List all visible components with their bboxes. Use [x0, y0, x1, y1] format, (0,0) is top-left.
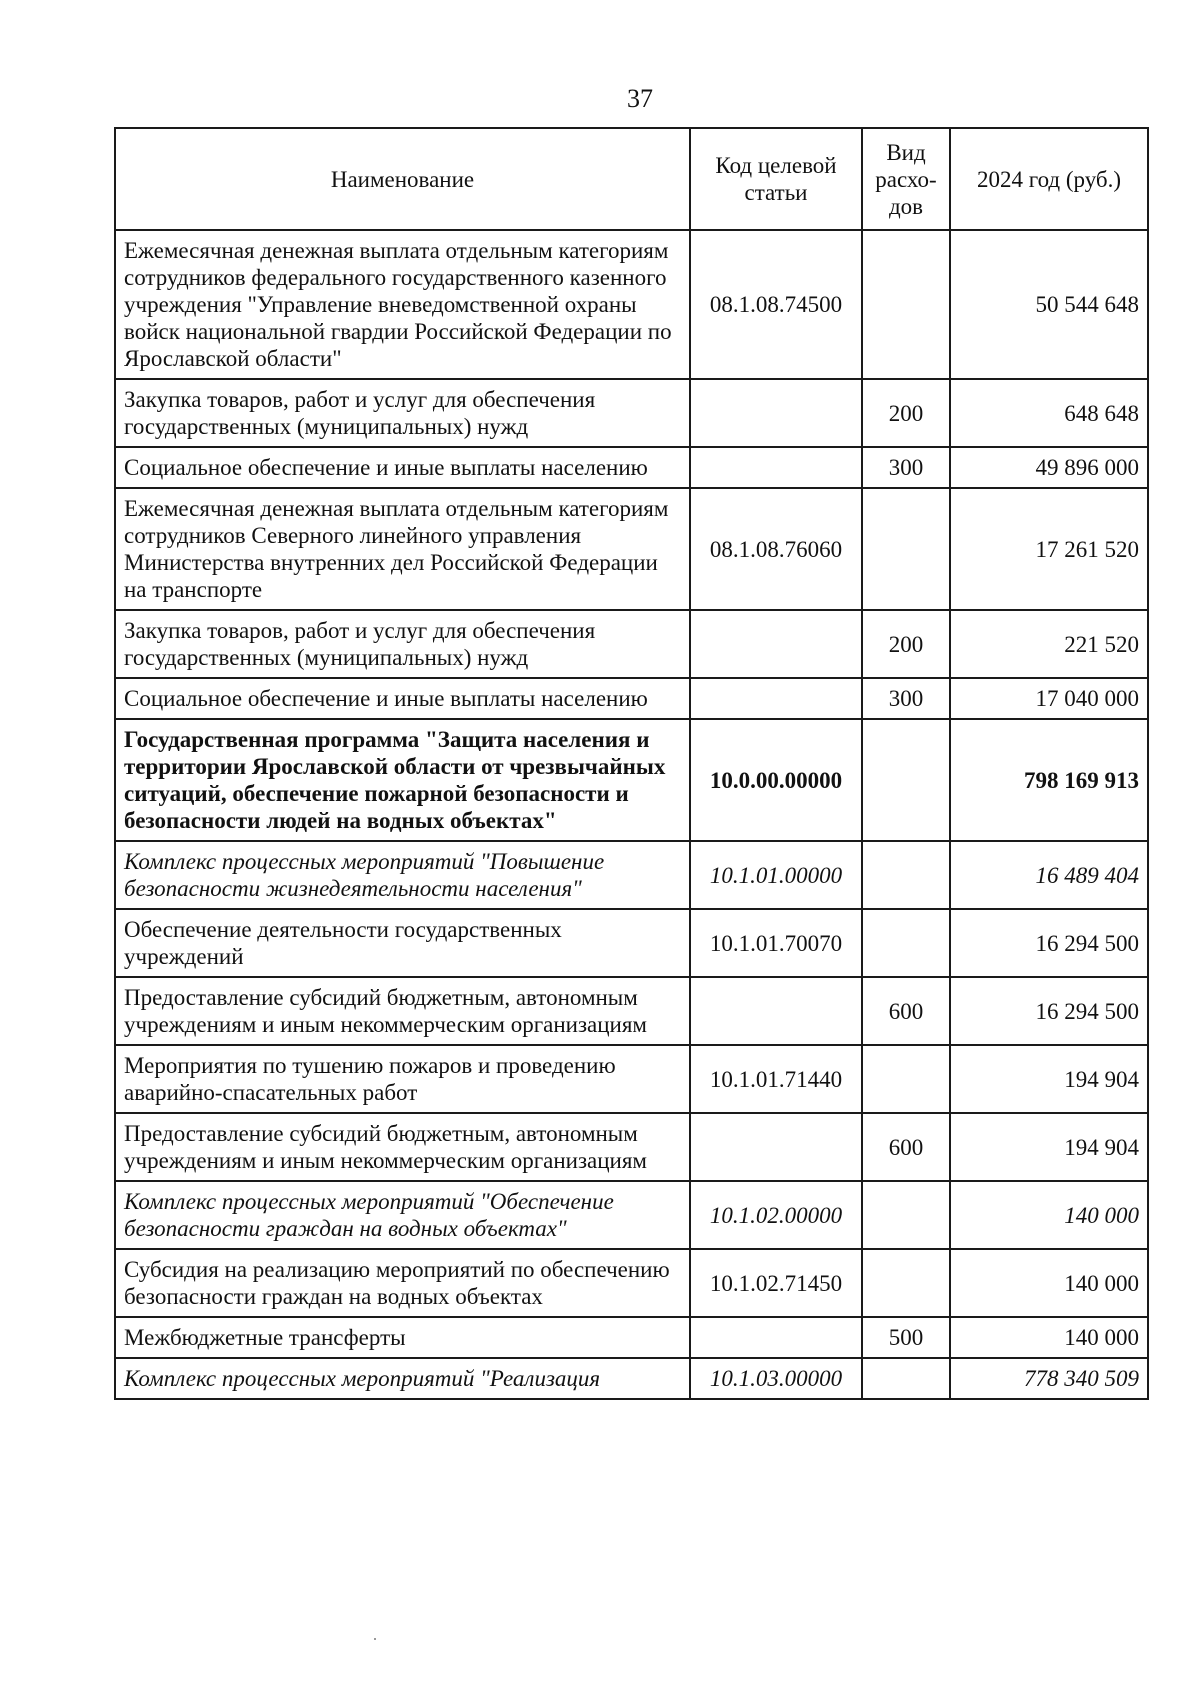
row-code-cell: [690, 1113, 862, 1181]
table-row: [115, 719, 1148, 841]
row-sum-cell: 140 000: [950, 1181, 1148, 1249]
table-row: [115, 447, 1148, 488]
row-vid-cell: [862, 1045, 950, 1113]
row-vid-cell: [862, 1181, 950, 1249]
row-vid-cell: [862, 841, 950, 909]
row-vid-cell: 300: [862, 447, 950, 488]
table-row: [115, 230, 1148, 379]
table-row: [115, 379, 1148, 447]
table-row: [115, 1181, 1148, 1249]
table-row: [115, 610, 1148, 678]
row-name-cell: Комплекс процессных мероприятий "Повышение безопасности жизнедеятельности населения": [115, 841, 690, 909]
row-name-cell: Ежемесячная денежная выплата отдельным категориям сотрудников Северного линейного управления Министерства внутренних дел Российской Федерации на транспорте: [115, 488, 690, 610]
row-name-cell: Комплекс процессных мероприятий "Обеспечение безопасности граждан на водных объектах": [115, 1181, 690, 1249]
row-vid-cell: 200: [862, 379, 950, 447]
row-code-cell: 10.1.01.70070: [690, 909, 862, 977]
row-sum-cell: 648 648: [950, 379, 1148, 447]
row-code-cell: 10.0.00.00000: [690, 719, 862, 841]
header-code: Код целевой статьи: [690, 128, 862, 230]
row-name-cell: Предоставление субсидий бюджетным, автономным учреждениям и иным некоммерческим организациям: [115, 977, 690, 1045]
row-code-cell: 10.1.03.00000: [690, 1358, 862, 1399]
row-sum-cell: 140 000: [950, 1249, 1148, 1317]
row-code-cell: 10.1.02.00000: [690, 1181, 862, 1249]
scan-speck: [374, 1638, 376, 1640]
header-vid: Вид расхо-дов: [862, 128, 950, 230]
row-sum-cell: 221 520: [950, 610, 1148, 678]
table-row: [115, 1249, 1148, 1317]
row-name-cell: Социальное обеспечение и иные выплаты населению: [115, 678, 690, 719]
row-name-cell: Закупка товаров, работ и услуг для обеспечения государственных (муниципальных) нужд: [115, 610, 690, 678]
row-sum-cell: 50 544 648: [950, 230, 1148, 379]
row-sum-cell: 194 904: [950, 1113, 1148, 1181]
row-sum-cell: 17 040 000: [950, 678, 1148, 719]
row-vid-cell: 300: [862, 678, 950, 719]
row-sum-cell: 17 261 520: [950, 488, 1148, 610]
row-sum-cell: 49 896 000: [950, 447, 1148, 488]
row-code-cell: [690, 678, 862, 719]
row-vid-cell: 500: [862, 1317, 950, 1358]
row-name-cell: Межбюджетные трансферты: [115, 1317, 690, 1358]
budget-table: [114, 127, 1149, 1400]
row-name-cell: Ежемесячная денежная выплата отдельным категориям сотрудников федерального государственного казенного учреждения "Управление вневедомственной охраны войск национальной гвардии Российской Федерации по Ярославской области": [115, 230, 690, 379]
table-row: [115, 909, 1148, 977]
header-sum: 2024 год (руб.): [950, 128, 1148, 230]
row-name-cell: Обеспечение деятельности государственных учреждений: [115, 909, 690, 977]
row-name-cell: Государственная программа "Защита населения и территории Ярославской области от чрезвычайных ситуаций, обеспечение пожарной безопасности и безопасности людей на водных объектах": [115, 719, 690, 841]
table-row: [115, 678, 1148, 719]
table-row: [115, 488, 1148, 610]
row-name-cell: Предоставление субсидий бюджетным, автономным учреждениям и иным некоммерческим организациям: [115, 1113, 690, 1181]
row-vid-cell: 600: [862, 977, 950, 1045]
row-code-cell: 08.1.08.76060: [690, 488, 862, 610]
row-sum-cell: 140 000: [950, 1317, 1148, 1358]
row-sum-cell: 16 294 500: [950, 909, 1148, 977]
row-name-cell: Закупка товаров, работ и услуг для обеспечения государственных (муниципальных) нужд: [115, 379, 690, 447]
table-row: [115, 1317, 1148, 1358]
page-number: 37: [627, 84, 653, 113]
header-row: [115, 128, 1148, 230]
row-vid-cell: [862, 230, 950, 379]
row-name-cell: Комплекс процессных мероприятий "Реализация: [115, 1358, 690, 1399]
row-name-cell: Мероприятия по тушению пожаров и проведению аварийно-спасательных работ: [115, 1045, 690, 1113]
table-row: [115, 1113, 1148, 1181]
row-vid-cell: 200: [862, 610, 950, 678]
row-code-cell: 10.1.01.71440: [690, 1045, 862, 1113]
table-header: [115, 128, 1148, 230]
row-code-cell: [690, 977, 862, 1045]
row-code-cell: [690, 610, 862, 678]
table-row: [115, 1358, 1148, 1399]
table-row: [115, 1045, 1148, 1113]
row-sum-cell: 16 294 500: [950, 977, 1148, 1045]
row-vid-cell: 600: [862, 1113, 950, 1181]
row-vid-cell: [862, 719, 950, 841]
row-code-cell: 10.1.01.00000: [690, 841, 862, 909]
header-name: Наименование: [115, 128, 690, 230]
row-sum-cell: 16 489 404: [950, 841, 1148, 909]
row-code-cell: 08.1.08.74500: [690, 230, 862, 379]
row-code-cell: [690, 447, 862, 488]
row-sum-cell: 778 340 509: [950, 1358, 1148, 1399]
row-name-cell: Субсидия на реализацию мероприятий по обеспечению безопасности граждан на водных объектах: [115, 1249, 690, 1317]
table-body: [115, 230, 1148, 1399]
table-row: [115, 977, 1148, 1045]
row-vid-cell: [862, 1358, 950, 1399]
row-name-cell: Социальное обеспечение и иные выплаты населению: [115, 447, 690, 488]
row-sum-cell: 194 904: [950, 1045, 1148, 1113]
table-row: [115, 841, 1148, 909]
row-code-cell: [690, 379, 862, 447]
row-vid-cell: [862, 909, 950, 977]
row-sum-cell: 798 169 913: [950, 719, 1148, 841]
row-code-cell: 10.1.02.71450: [690, 1249, 862, 1317]
row-vid-cell: [862, 1249, 950, 1317]
row-vid-cell: [862, 488, 950, 610]
row-code-cell: [690, 1317, 862, 1358]
